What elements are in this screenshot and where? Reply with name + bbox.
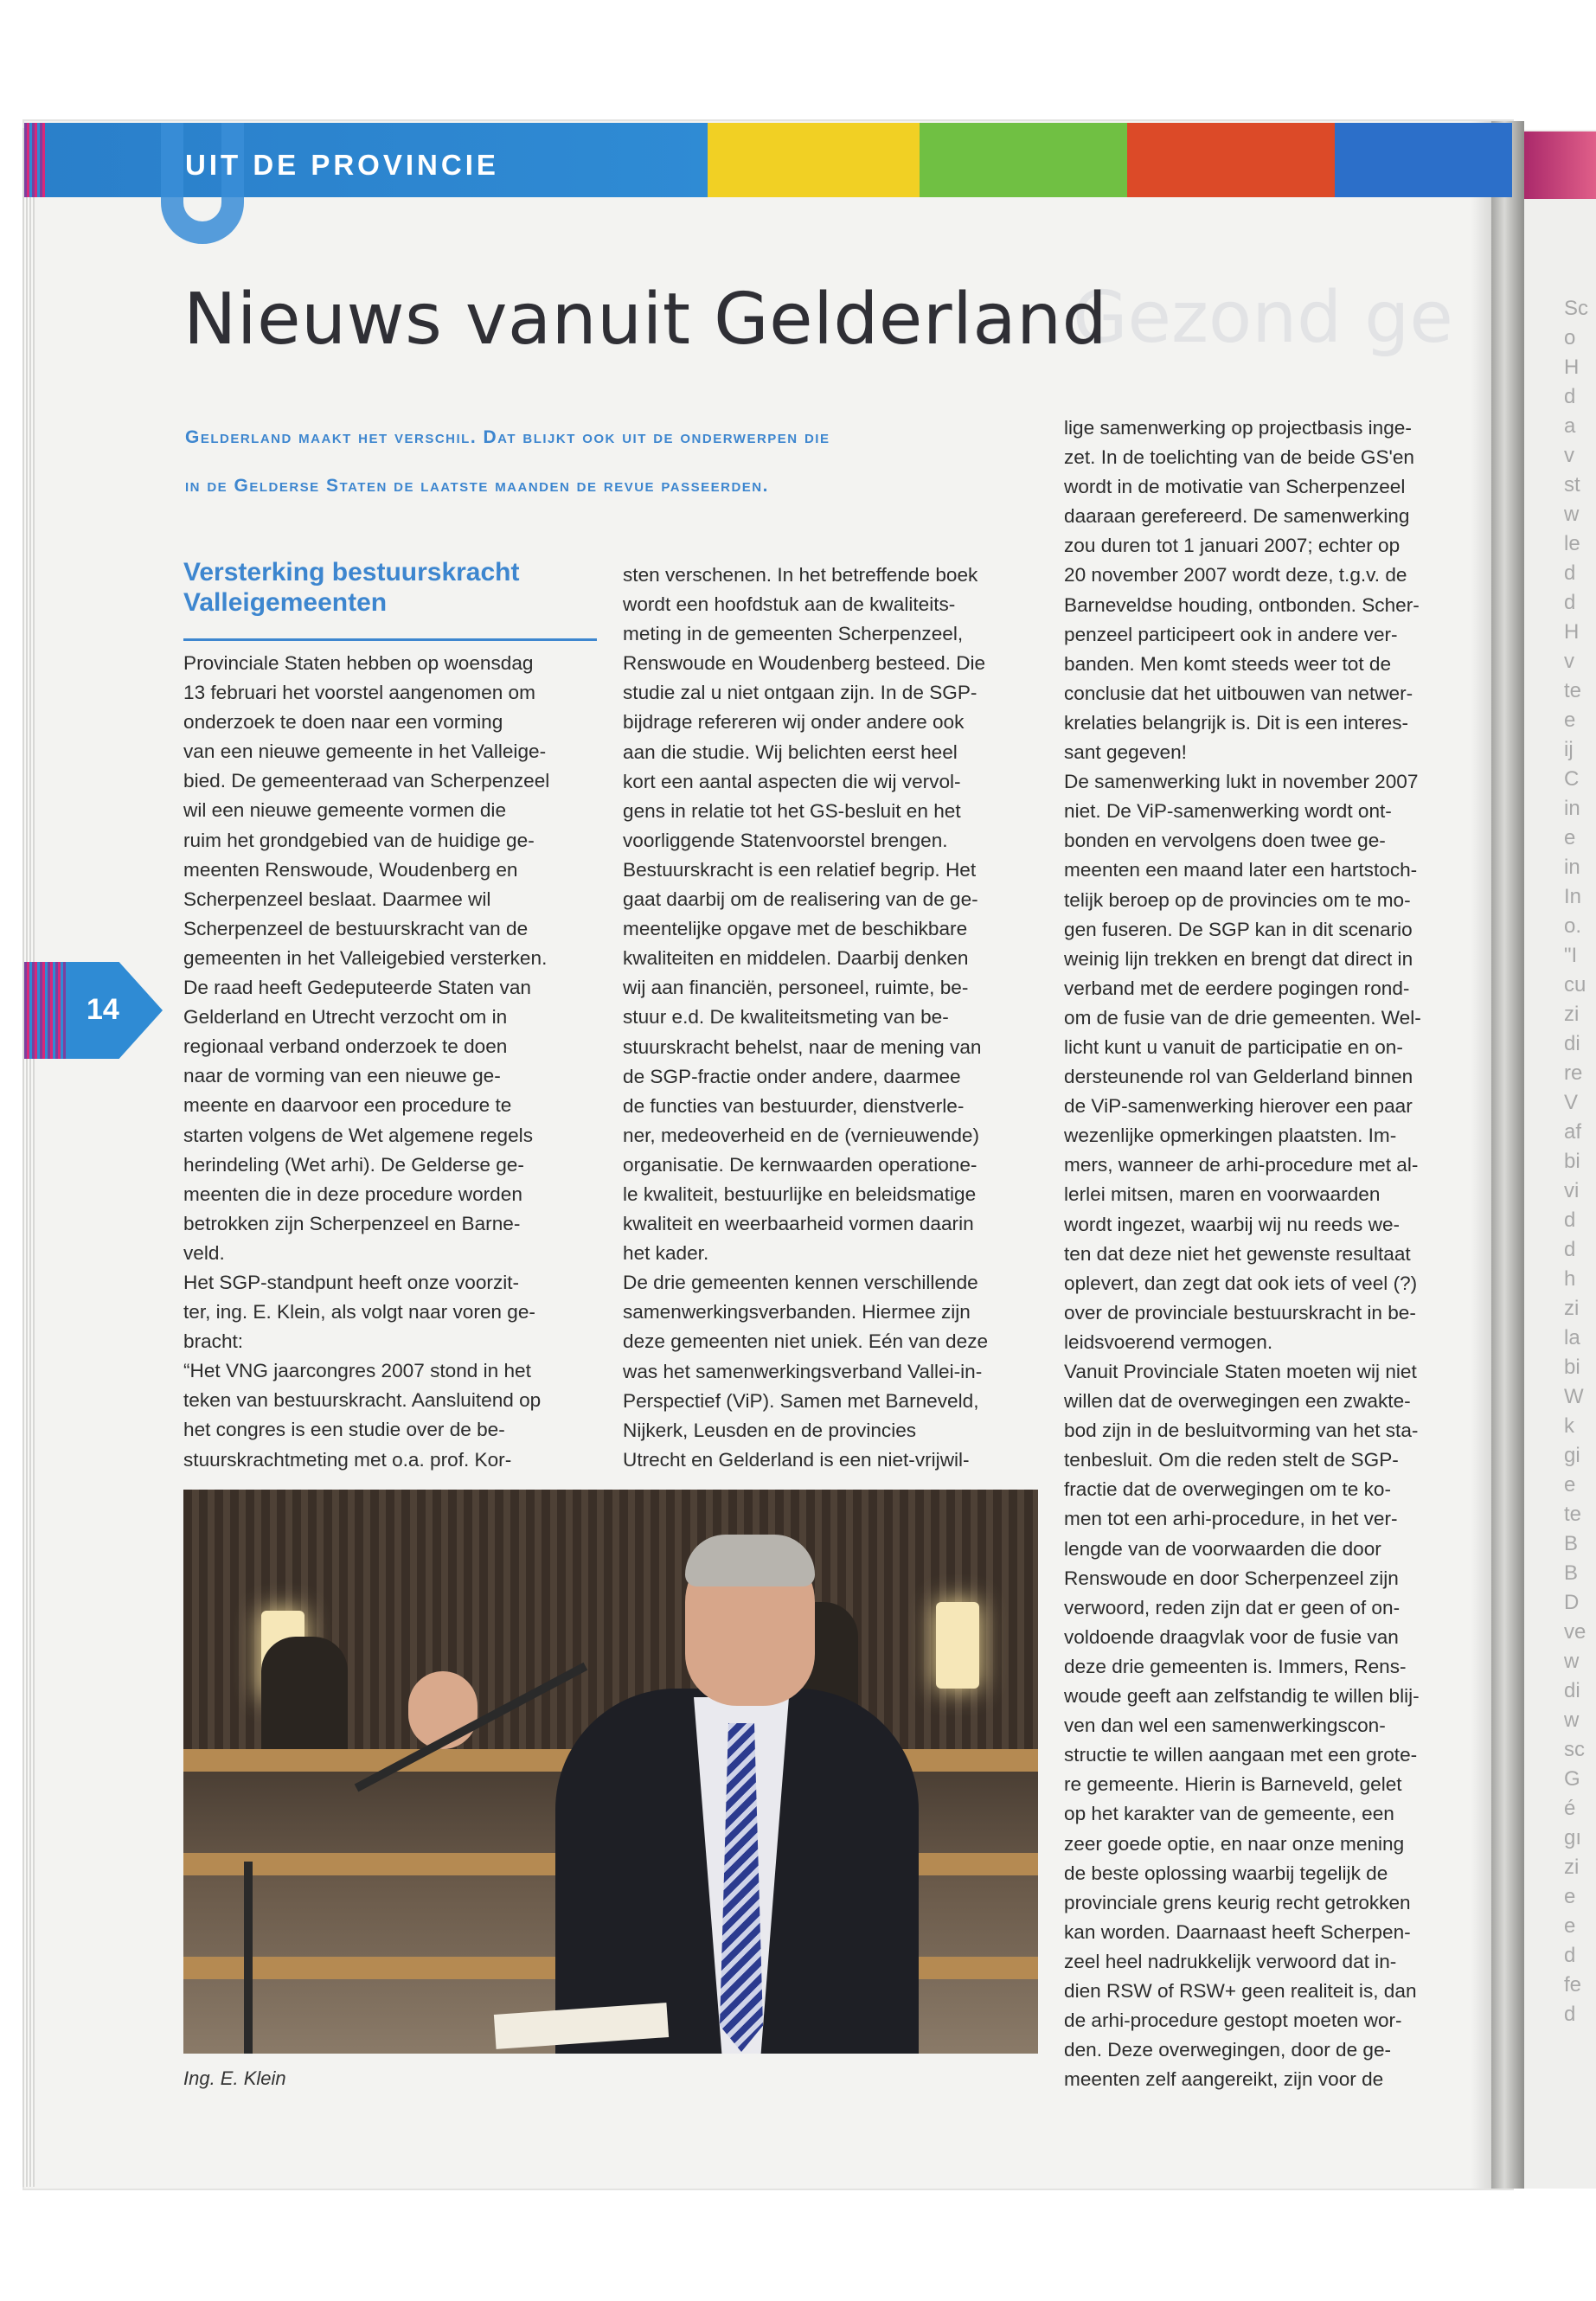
text-line: deze gemeenten niet uniek. Eén van deze	[623, 1330, 989, 1353]
text-line: banden. Men komt steeds weer tot de	[1064, 652, 1392, 675]
next-page-fragment: h	[1564, 1267, 1576, 1291]
next-page-fragment: di	[1564, 1032, 1580, 1055]
band-segment-blue-2	[1335, 123, 1512, 197]
photo-microphone-stand	[244, 1862, 253, 2054]
text-line: den. Deze overwegingen, door de ge-	[1064, 2039, 1392, 2061]
text-line: kwaliteiten en middelen. Daarbij denken	[623, 947, 969, 970]
text-line: Scherpenzeel beslaat. Daarmee wil	[183, 888, 491, 910]
text-line: wezenlijke opmerkingen plaatsten. Im-	[1064, 1125, 1397, 1147]
text-line: men tot een arhi-procedure, in het ver-	[1064, 1508, 1398, 1530]
next-page-fragment: gı	[1564, 1826, 1582, 1849]
show-through-title: Gezond ge	[1073, 277, 1453, 359]
text-line: verband met de eerdere pogingen rond-	[1064, 977, 1410, 999]
text-line: wil een nieuwe gemeente vormen die	[183, 799, 507, 822]
text-line: meenten Renswoude, Woudenberg en	[183, 858, 518, 881]
text-line: op het karakter van de gemeente, een	[1064, 1803, 1394, 1825]
text-line: Renswoude en Woudenberg besteed. Die	[623, 652, 986, 675]
next-page-fragment: st	[1564, 473, 1580, 497]
next-page-fragment: ve	[1564, 1620, 1586, 1644]
text-line: De drie gemeenten kennen verschillende	[623, 1272, 978, 1294]
article-title: Nieuws vanuit Gelderland	[183, 279, 1108, 361]
next-page-fragment: af	[1564, 1120, 1582, 1144]
speaker-photo	[183, 1490, 1038, 2054]
text-line: meentelijke opgave met de beschikbare	[623, 918, 968, 940]
text-line: ter, ing. E. Klein, als volgt naar voren ge-	[183, 1301, 535, 1324]
text-line: dersteunende rol van Gelderland binnen	[1064, 1066, 1413, 1088]
text-line: gen fuseren. De SGP kan in dit scenario	[1064, 918, 1413, 940]
text-line: studie zal u niet ontgaan zijn. In de SGP-	[623, 682, 977, 704]
text-line: woude geeft aan zelfstandig te willen blij-	[1064, 1685, 1420, 1708]
text-line: conclusie dat het uitbouwen van netwer-	[1064, 682, 1413, 704]
next-page-fragment: o	[1564, 326, 1576, 349]
next-page-fragment: e	[1564, 708, 1576, 732]
text-line: gens in relatie tot het GS-besluit en het	[623, 799, 961, 822]
text-line: Scherpenzeel de bestuurskracht van de	[183, 917, 529, 939]
next-page-fragment: é	[1564, 1797, 1576, 1820]
text-line: om de fusie van de drie gemeenten. Wel-	[1064, 1006, 1421, 1029]
article-column-1	[183, 649, 599, 1475]
photo-speaker-hair	[685, 1535, 815, 1586]
next-page-fragment: d	[1564, 2003, 1576, 2026]
text-line: provinciale grens keurig recht getrokken	[1064, 1891, 1411, 1913]
text-line: deze drie gemeenten is. Immers, Rens-	[1064, 1655, 1407, 1677]
section-label: UIT DE PROVINCIE	[185, 149, 499, 181]
next-page-fragment: B	[1564, 1561, 1579, 1585]
text-line: zeer goede optie, en naar onze mening	[1064, 1832, 1405, 1855]
next-page-fragment: te	[1564, 679, 1582, 702]
text-line: niet. De ViP-samenwerking wordt ont-	[1064, 800, 1392, 823]
text-line: regionaal verband onderzoek te doen	[183, 1035, 508, 1058]
next-page-fragment: H	[1564, 620, 1580, 644]
next-page-fragment: le	[1564, 532, 1580, 555]
text-line: veld.	[183, 1241, 225, 1264]
photo-background-person	[261, 1637, 348, 1758]
text-line: De samenwerking lukt in november 2007	[1064, 771, 1419, 793]
text-line: sant gegeven!	[1064, 741, 1187, 764]
band-segment-green	[920, 123, 1127, 197]
text-line: re gemeente. Hierin is Barneveld, gelet	[1064, 1773, 1402, 1796]
text-line: penzeel participeert ook in andere ver-	[1064, 623, 1398, 645]
text-line: over de provinciale bestuurskracht in be-	[1064, 1301, 1416, 1324]
next-page-fragment: te	[1564, 1503, 1582, 1526]
text-line: Utrecht en Gelderland is een niet-vrijwil-	[623, 1448, 970, 1471]
text-line: weinig lijn trekken en brengt dat direct in	[1064, 947, 1413, 970]
text-line: lige samenwerking op projectbasis inge-	[1064, 417, 1412, 439]
intro-line: in de Gelderse Staten de laatste maanden de revue passeerden.	[185, 476, 769, 496]
text-line: gaat daarbij om de realisering van de ge-	[623, 888, 978, 911]
text-line: dien RSW of RSW+ geen realiteit is, dan	[1064, 1979, 1417, 2002]
text-line: samenwerkingsverbanden. Hiermee zijn	[623, 1301, 971, 1324]
page-number-stripes	[24, 962, 67, 1059]
text-line: ven dan wel een samenwerkingscon-	[1064, 1715, 1386, 1737]
next-page-fragment: e	[1564, 1885, 1576, 1908]
text-line: naar de vorming van een nieuwe ge-	[183, 1065, 501, 1087]
text-line: de SGP-fractie onder andere, daarmee	[623, 1065, 961, 1087]
text-line: kort een aantal aspecten die wij vervol-	[623, 770, 961, 792]
text-line: kan worden. Daarnaast heeft Scherpen-	[1064, 1920, 1411, 1943]
next-page-fragment: bi	[1564, 1150, 1580, 1173]
next-page-fragment: o.	[1564, 914, 1582, 938]
text-line: de arhi-procedure gestopt moeten wor-	[1064, 2009, 1402, 2032]
next-page-fragment: vi	[1564, 1179, 1580, 1202]
text-line: leidsvoerend vermogen.	[1064, 1330, 1273, 1353]
text-line: was het samenwerkingsverband Vallei-in-	[623, 1360, 983, 1382]
text-line: lengde van de voorwaarden die door	[1064, 1537, 1381, 1560]
intro-line: Gelderland maakt het verschil. Dat blijkt ook uit de onderwerpen die	[185, 427, 830, 447]
text-line: sten verschenen. In het betreffende boek	[623, 564, 978, 586]
text-line: zet. In de toelichting van de beide GS'en	[1064, 446, 1414, 469]
next-page-fragment: re	[1564, 1061, 1583, 1085]
article-intro	[185, 413, 1050, 510]
band-segment-yellow	[708, 123, 920, 197]
next-page-fragment: w	[1564, 503, 1580, 526]
text-line: Perspectief (ViP). Samen met Barneveld,	[623, 1389, 979, 1412]
text-line: stuurskrachtmeting met o.a. prof. Kor-	[183, 1448, 512, 1471]
next-page-fragment: D	[1564, 1591, 1580, 1614]
text-line: Barneveldse houding, ontbonden. Scher-	[1064, 593, 1420, 616]
text-line: stuur e.d. De kwaliteitsmeting van be-	[623, 1006, 949, 1029]
text-line: kwaliteit en weerbaarheid vormen daarin	[623, 1213, 974, 1235]
text-line: ner, medeoverheid en de (vernieuwende)	[623, 1124, 979, 1146]
text-line: meente en daarvoor een procedure te	[183, 1094, 512, 1117]
text-line: telijk beroep op de provincies om te mo-	[1064, 888, 1411, 911]
subheading-rule	[183, 638, 597, 641]
text-line: Gelderland en Utrecht verzocht om in	[183, 1006, 508, 1029]
next-page-fragment: fe	[1564, 1973, 1582, 1997]
text-line: het kader.	[623, 1242, 709, 1265]
text-line: ten dat deze niet het gewenste resultaat	[1064, 1242, 1411, 1265]
text-line: het congres is een studie over de be-	[183, 1419, 505, 1441]
text-line: mers, wanneer de arhi-procedure met al-	[1064, 1154, 1419, 1176]
next-page-fragment: di	[1564, 1679, 1580, 1702]
text-line: meenten een maand later een hartstoch-	[1064, 859, 1418, 881]
next-page-fragment: ij	[1564, 738, 1574, 761]
text-line: de beste oplossing waarbij tegelijk de	[1064, 1862, 1388, 1884]
text-line: betrokken zijn Scherpenzeel en Barne-	[183, 1212, 521, 1234]
text-line: stuurskracht behelst, naar de mening van	[623, 1035, 982, 1058]
text-line: verwoord, reden zijn dat er geen of on-	[1064, 1596, 1401, 1618]
text-line: bied. De gemeenteraad van Scherpenzeel	[183, 770, 550, 792]
next-page-fragment: w	[1564, 1650, 1580, 1673]
next-page-fragment: k	[1564, 1414, 1574, 1438]
next-page-fragment: w	[1564, 1708, 1580, 1732]
next-page-fragment: in	[1564, 856, 1580, 879]
article-column-2	[623, 561, 1038, 1475]
section-subheading	[183, 557, 599, 618]
text-line: zeel heel nadrukkelijk verwoord dat in-	[1064, 1950, 1397, 1972]
text-line: zou duren tot 1 januari 2007; echter op	[1064, 535, 1401, 557]
next-page-fragment: d	[1564, 1944, 1576, 1967]
next-page-fragment: zi	[1564, 1856, 1580, 1879]
text-line: van een nieuwe gemeente in het Valleige-	[183, 740, 547, 763]
next-page-fragment: e	[1564, 1914, 1576, 1938]
next-page-fragment: In	[1564, 885, 1582, 908]
text-line: daaraan gerefereerd. De samenwerking	[1064, 505, 1410, 528]
band-edge-stripes	[24, 123, 45, 197]
next-page-fragment: a	[1564, 414, 1576, 438]
text-line: wordt een hoofdstuk aan de kwaliteits-	[623, 593, 956, 616]
next-page-fragment: v	[1564, 444, 1574, 467]
next-page-fragment: bi	[1564, 1356, 1580, 1379]
next-page-fragment: G	[1564, 1767, 1580, 1791]
text-line: aan die studie. Wij belichten eerst heel	[623, 740, 958, 763]
text-line: ruim het grondgebied van de huidige ge-	[183, 829, 535, 851]
next-page-fragment: gi	[1564, 1444, 1580, 1467]
text-line: wij aan financiën, personeel, ruimte, be-	[623, 977, 969, 999]
next-page-fragment: zi	[1564, 1003, 1580, 1026]
text-line: de functies van bestuurder, dienstverle-	[623, 1094, 965, 1117]
text-line: fractie dat de overwegingen om te ko-	[1064, 1478, 1392, 1501]
text-line: krelaties belangrijk is. Dit is een interes-	[1064, 711, 1409, 734]
text-line: teken van bestuurskracht. Aansluitend op	[183, 1389, 542, 1412]
text-line: structie te willen aangaan met een grote-	[1064, 1744, 1418, 1766]
subheading-line: Valleigemeenten	[183, 588, 388, 617]
text-line: lerlei mitsen, maren en voorwaarden	[1064, 1183, 1381, 1206]
text-line: wordt in de motivatie van Scherpenzeel	[1064, 476, 1406, 498]
text-line: organisatie. De kernwaarden operatione-	[623, 1153, 977, 1176]
text-line: licht kunt u vanuit de participatie en on-	[1064, 1035, 1403, 1058]
next-page-fragment: d	[1564, 561, 1576, 585]
article-column-3	[1064, 413, 1479, 2094]
text-line: willen dat de overwegingen een zwakte-	[1064, 1390, 1411, 1413]
page-stack-edge	[22, 128, 35, 2187]
next-page-color-band	[1522, 131, 1596, 199]
next-page-fragment: C	[1564, 767, 1580, 791]
text-line: De raad heeft Gedeputeerde Staten van	[183, 977, 531, 999]
next-page-fragment: la	[1564, 1326, 1580, 1349]
next-page-fragment: cu	[1564, 973, 1586, 997]
next-page-fragment: v	[1564, 650, 1574, 673]
text-line: herindeling (Wet arhi). De Gelderse ge-	[183, 1153, 524, 1176]
next-page-fragment: H	[1564, 356, 1580, 379]
text-line: bracht:	[183, 1330, 244, 1353]
text-line: gemeenten in het Valleigebied versterken.	[183, 946, 548, 969]
text-line: wordt ingezet, waarbij wij nu reeds we-	[1064, 1213, 1401, 1235]
text-line: “Het VNG jaarcongres 2007 stond in het	[183, 1360, 531, 1382]
band-segment-red	[1127, 123, 1335, 197]
text-line: meting in de gemeenten Scherpenzeel,	[623, 623, 964, 645]
subheading-line: Versterking bestuurskracht	[183, 558, 520, 586]
next-page-fragment: "I	[1564, 944, 1578, 967]
next-page-fragment: d	[1564, 1208, 1576, 1232]
next-page-fragment: Sc	[1564, 297, 1589, 320]
text-line: Nijkerk, Leusden en de provincies	[623, 1419, 917, 1441]
next-page-fragment: in	[1564, 797, 1580, 820]
next-page-fragment: B	[1564, 1532, 1579, 1555]
next-page-fragment: e	[1564, 1473, 1576, 1497]
next-page-fragment: V	[1564, 1091, 1579, 1114]
text-line: voldoende draagvlak voor de fusie van	[1064, 1625, 1399, 1648]
text-line: Provinciale Staten hebben op woensdag	[183, 652, 534, 674]
photo-caption: Ing. E. Klein	[183, 2067, 286, 2089]
text-line: voorliggende Statenvoorstel brengen.	[623, 829, 948, 851]
binding-spine	[1491, 121, 1524, 2189]
text-line: Bestuurskracht is een relatief begrip. Het	[623, 858, 977, 881]
text-line: le kwaliteit, bestuurlijke en beleidsmatige	[623, 1183, 977, 1205]
text-line: bijdrage refereren wij onder andere ook	[623, 711, 965, 734]
text-line: bonden en vervolgens doen twee ge-	[1064, 830, 1386, 852]
text-line: Het SGP-standpunt heeft onze voorzit-	[183, 1271, 520, 1293]
text-line: bod zijn in de besluitvorming van het sta-	[1064, 1420, 1419, 1442]
text-line: meenten die in deze procedure worden	[183, 1183, 522, 1205]
section-initial-u-logo	[161, 123, 244, 244]
next-page-fragment: zi	[1564, 1297, 1580, 1320]
text-line: meenten zelf aangereikt, zijn voor de	[1064, 2068, 1384, 2091]
text-line: Vanuit Provinciale Staten moeten wij niet	[1064, 1361, 1417, 1382]
next-page-fragment: d	[1564, 1238, 1576, 1261]
page-number: 14	[87, 993, 119, 1026]
next-page-fragment: d	[1564, 385, 1576, 408]
text-line: de ViP-samenwerking hierover een paar	[1064, 1095, 1413, 1118]
text-line: 20 november 2007 wordt deze, t.g.v. de	[1064, 564, 1407, 586]
text-line: 13 februari het voorstel aangenomen om	[183, 682, 535, 704]
text-line: tenbesluit. Om die reden stelt de SGP-	[1064, 1449, 1399, 1471]
text-line: onderzoek te doen naar een vorming	[183, 711, 503, 734]
next-page-fragment: W	[1564, 1385, 1584, 1408]
text-line: Renswoude en door Scherpenzeel zijn	[1064, 1567, 1399, 1589]
next-page-fragment: sc	[1564, 1738, 1585, 1761]
next-page-fragment: d	[1564, 591, 1576, 614]
text-line: starten volgens de Wet algemene regels	[183, 1124, 533, 1146]
photo-wall-lamp	[936, 1602, 979, 1689]
next-page-text-fragments	[1564, 294, 1596, 2111]
text-line: oplevert, dan zegt dat ook iets of veel (?)	[1064, 1272, 1418, 1294]
next-page-fragment: e	[1564, 826, 1576, 849]
